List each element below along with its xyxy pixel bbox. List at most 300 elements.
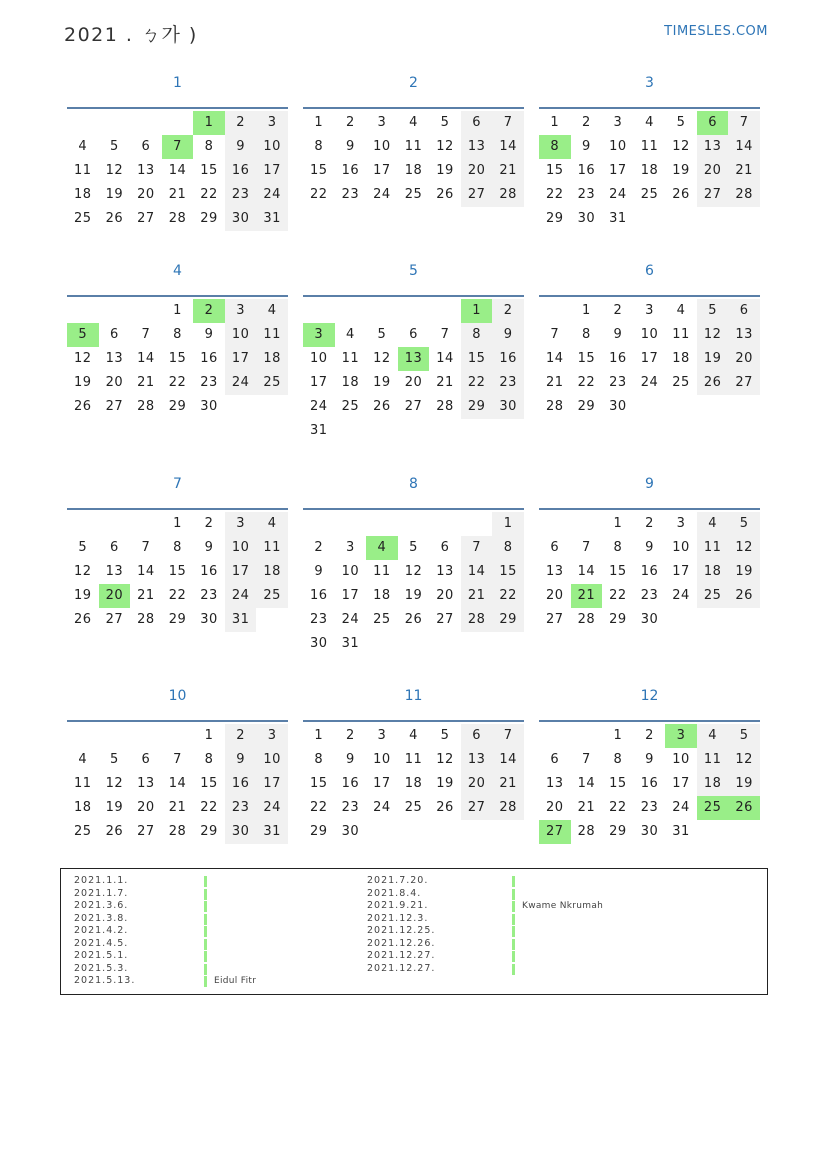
empty-day-cell <box>634 207 666 231</box>
day-cell: 25 <box>672 375 690 390</box>
month-name: 7 <box>173 476 182 492</box>
day-cell: 18 <box>256 347 288 371</box>
day-cell: 15 <box>168 351 187 366</box>
day-cell: 20 <box>697 159 729 183</box>
day-cell: 1 <box>173 303 182 318</box>
legend-entry <box>74 950 374 963</box>
day-cell: 4 <box>256 512 288 536</box>
legend-holiday-marker <box>204 939 207 950</box>
day-cell: 19 <box>697 347 729 371</box>
legend-entry <box>367 938 667 951</box>
empty-day-cell <box>67 111 99 135</box>
day-cell: 9 <box>645 752 654 767</box>
day-cell: 7 <box>141 540 151 555</box>
week-row <box>303 419 524 443</box>
day-cell: 10 <box>256 748 288 772</box>
legend-entry <box>74 888 374 901</box>
day-cell: 1 <box>461 299 493 323</box>
week-row <box>303 323 524 347</box>
empty-day-cell <box>492 820 524 844</box>
day-cell: 1 <box>193 111 225 135</box>
day-cell: 11 <box>256 536 288 560</box>
day-cell: 29 <box>310 824 328 839</box>
day-cell: 31 <box>609 211 627 226</box>
week-row <box>539 347 760 371</box>
month-name: 2 <box>409 75 418 91</box>
week-row <box>67 159 288 183</box>
day-cell: 4 <box>645 115 654 130</box>
month-divider <box>539 107 760 109</box>
empty-day-cell <box>398 419 430 443</box>
day-cell: 26 <box>404 612 423 627</box>
day-cell: 17 <box>609 163 627 178</box>
day-cell: 16 <box>200 351 218 366</box>
legend-date: 2021.5.13. <box>74 975 136 986</box>
day-cell: 11 <box>373 564 391 579</box>
week-row <box>303 512 524 536</box>
legend-date: 2021.12.27. <box>367 962 436 974</box>
empty-day-cell <box>728 395 760 419</box>
day-cell: 12 <box>728 748 760 772</box>
week-row <box>303 183 524 207</box>
day-cell: 22 <box>168 375 187 390</box>
day-cell: 18 <box>373 588 391 603</box>
day-cell: 2 <box>193 299 225 323</box>
day-cell: 17 <box>310 375 328 390</box>
empty-day-cell <box>697 608 729 632</box>
day-cell: 4 <box>256 299 288 323</box>
legend-entry <box>74 900 374 913</box>
day-cell: 4 <box>409 728 418 743</box>
legend-holiday-marker <box>512 876 515 887</box>
day-cell: 26 <box>728 584 760 608</box>
month-name: 1 <box>173 75 182 91</box>
day-cell: 13 <box>461 748 493 772</box>
day-cell: 17 <box>672 776 690 791</box>
month-divider <box>539 720 760 722</box>
empty-day-cell <box>398 632 430 656</box>
month-block <box>539 262 760 475</box>
day-cell: 21 <box>492 159 524 183</box>
month-block <box>303 475 524 687</box>
empty-day-cell <box>539 724 571 748</box>
day-cell: 26 <box>728 796 760 820</box>
day-cell: 30 <box>577 211 596 226</box>
legend-holiday-marker <box>204 926 207 937</box>
empty-day-cell <box>398 299 430 323</box>
day-cell: 13 <box>105 564 124 579</box>
day-cell: 14 <box>577 776 596 791</box>
day-cell: 12 <box>105 776 124 791</box>
empty-day-cell <box>67 512 99 536</box>
day-cell: 7 <box>492 111 524 135</box>
day-cell: 7 <box>550 327 560 342</box>
day-cell: 10 <box>373 139 391 154</box>
day-cell: 14 <box>137 564 155 579</box>
day-cell: 18 <box>74 800 92 815</box>
day-cell: 5 <box>377 327 387 342</box>
day-cell: 28 <box>577 824 596 839</box>
day-cell: 6 <box>409 327 418 342</box>
day-cell: 25 <box>373 612 391 627</box>
day-cell: 24 <box>672 800 690 815</box>
day-cell: 25 <box>640 187 659 202</box>
day-cell: 2 <box>581 115 591 130</box>
empty-day-cell <box>539 512 571 536</box>
year-calendar <box>67 74 760 867</box>
day-cell: 30 <box>225 820 257 844</box>
day-cell: 5 <box>67 323 99 347</box>
day-cell: 27 <box>546 612 564 627</box>
day-cell: 16 <box>577 163 596 178</box>
day-cell: 2 <box>204 516 214 531</box>
page-title: 2021 . ㄅ가 ) <box>64 24 198 46</box>
month-name: 12 <box>640 688 659 704</box>
day-cell: 8 <box>461 323 493 347</box>
day-cell: 19 <box>105 800 124 815</box>
day-cell: 11 <box>404 139 423 154</box>
week-row <box>67 748 288 772</box>
legend-holiday-marker <box>512 951 515 962</box>
day-cell: 31 <box>341 636 360 651</box>
day-cell: 16 <box>492 347 524 371</box>
empty-day-cell <box>130 299 162 323</box>
day-cell: 8 <box>314 752 324 767</box>
week-row <box>67 395 288 419</box>
day-cell: 3 <box>225 299 257 323</box>
day-cell: 19 <box>74 588 92 603</box>
day-cell: 2 <box>645 516 654 531</box>
day-cell: 16 <box>310 588 328 603</box>
month-divider <box>67 508 288 510</box>
day-cell: 13 <box>546 564 564 579</box>
month-row <box>67 262 760 475</box>
day-cell: 29 <box>200 824 218 839</box>
empty-day-cell <box>366 632 398 656</box>
week-row <box>303 748 524 772</box>
empty-day-cell <box>429 820 461 844</box>
legend-entry <box>74 875 374 888</box>
day-cell: 24 <box>672 588 690 603</box>
week-row <box>303 135 524 159</box>
legend-holiday-name: Kwame Nkrumah <box>522 901 604 911</box>
day-cell: 12 <box>105 163 124 178</box>
empty-day-cell <box>162 724 194 748</box>
week-row <box>303 772 524 796</box>
day-cell: 31 <box>225 608 257 632</box>
day-cell: 26 <box>697 371 729 395</box>
day-cell: 21 <box>492 772 524 796</box>
day-cell: 20 <box>404 375 423 390</box>
day-cell: 9 <box>225 748 257 772</box>
day-cell: 23 <box>200 375 218 390</box>
month-divider <box>303 720 524 722</box>
day-cell: 22 <box>310 800 328 815</box>
day-cell: 9 <box>613 327 623 342</box>
day-cell: 3 <box>377 728 387 743</box>
legend-holiday-marker <box>512 964 515 975</box>
week-row <box>303 560 524 584</box>
day-cell: 22 <box>546 187 564 202</box>
legend-date: 2021.1.1. <box>74 875 129 886</box>
day-cell: 11 <box>697 536 729 560</box>
day-cell: 10 <box>341 564 360 579</box>
week-row <box>539 159 760 183</box>
month-row <box>67 687 760 867</box>
day-cell: 14 <box>577 564 596 579</box>
day-cell: 8 <box>204 139 214 154</box>
week-row <box>67 560 288 584</box>
day-cell: 30 <box>200 612 218 627</box>
day-cell: 27 <box>137 824 155 839</box>
day-cell: 29 <box>609 612 627 627</box>
day-cell: 26 <box>672 187 690 202</box>
day-cell: 1 <box>613 728 623 743</box>
day-cell: 11 <box>672 327 690 342</box>
day-cell: 6 <box>697 111 729 135</box>
day-cell: 25 <box>341 399 360 414</box>
day-cell: 21 <box>546 375 564 390</box>
empty-day-cell <box>539 299 571 323</box>
day-cell: 27 <box>728 371 760 395</box>
day-cell: 19 <box>436 163 454 178</box>
day-cell: 15 <box>310 163 328 178</box>
month-block <box>67 687 288 867</box>
empty-day-cell <box>492 632 524 656</box>
day-cell: 24 <box>640 375 659 390</box>
legend-date: 2021.12.25. <box>367 925 436 936</box>
day-cell: 25 <box>256 371 288 395</box>
week-row <box>539 748 760 772</box>
day-cell: 29 <box>168 399 187 414</box>
week-row <box>539 820 760 844</box>
day-cell: 5 <box>78 540 88 555</box>
day-cell: 18 <box>697 772 729 796</box>
empty-day-cell <box>429 632 461 656</box>
day-cell: 16 <box>341 163 360 178</box>
day-cell: 4 <box>78 139 88 154</box>
day-cell: 13 <box>137 163 155 178</box>
week-row <box>303 111 524 135</box>
day-cell: 15 <box>461 347 493 371</box>
day-cell: 12 <box>74 564 92 579</box>
day-cell: 23 <box>492 371 524 395</box>
empty-day-cell <box>697 820 729 844</box>
empty-day-cell <box>398 820 430 844</box>
day-cell: 8 <box>613 540 623 555</box>
day-cell: 14 <box>546 351 564 366</box>
legend-holiday-name: Eidul Fitr <box>214 976 257 986</box>
day-cell: 21 <box>168 800 187 815</box>
day-cell: 1 <box>314 115 324 130</box>
empty-day-cell <box>67 724 99 748</box>
day-cell: 19 <box>728 560 760 584</box>
day-cell: 20 <box>461 772 493 796</box>
week-row <box>67 323 288 347</box>
day-cell: 11 <box>640 139 659 154</box>
day-cell: 1 <box>550 115 560 130</box>
day-cell: 11 <box>341 351 360 366</box>
day-cell: 5 <box>109 139 119 154</box>
day-cell: 7 <box>728 111 760 135</box>
day-cell: 28 <box>436 399 454 414</box>
empty-day-cell <box>728 608 760 632</box>
month-block <box>67 475 288 687</box>
empty-day-cell <box>571 724 603 748</box>
site-logo[interactable]: TIMESLES.COM <box>664 24 768 39</box>
month-divider <box>539 295 760 297</box>
day-cell: 8 <box>204 752 214 767</box>
empty-day-cell <box>335 512 367 536</box>
day-cell: 21 <box>571 584 603 608</box>
day-cell: 25 <box>404 187 423 202</box>
day-cell: 9 <box>225 135 257 159</box>
day-cell: 23 <box>200 588 218 603</box>
day-cell: 12 <box>373 351 391 366</box>
day-cell: 26 <box>105 211 124 226</box>
legend-holiday-marker <box>204 901 207 912</box>
day-cell: 13 <box>137 776 155 791</box>
day-cell: 8 <box>613 752 623 767</box>
day-cell: 6 <box>550 752 560 767</box>
day-cell: 21 <box>577 800 596 815</box>
day-cell: 22 <box>492 584 524 608</box>
day-cell: 10 <box>256 135 288 159</box>
day-cell: 12 <box>74 351 92 366</box>
day-cell: 24 <box>373 187 391 202</box>
day-cell: 20 <box>99 584 131 608</box>
empty-day-cell <box>303 299 335 323</box>
day-cell: 3 <box>377 115 387 130</box>
day-cell: 20 <box>461 159 493 183</box>
day-cell: 4 <box>409 115 418 130</box>
day-cell: 12 <box>436 752 454 767</box>
day-cell: 24 <box>373 800 391 815</box>
empty-day-cell <box>303 512 335 536</box>
legend-entry <box>74 925 374 938</box>
day-cell: 24 <box>256 796 288 820</box>
day-cell: 3 <box>345 540 355 555</box>
legend-date: 2021.12.27. <box>367 950 436 961</box>
empty-day-cell <box>162 111 194 135</box>
day-cell: 9 <box>314 564 324 579</box>
day-cell: 30 <box>609 399 627 414</box>
day-cell: 24 <box>225 584 257 608</box>
month-row <box>67 475 760 687</box>
empty-day-cell <box>366 512 398 536</box>
day-cell: 15 <box>200 163 218 178</box>
day-cell: 28 <box>137 612 155 627</box>
empty-day-cell <box>366 299 398 323</box>
day-cell: 20 <box>546 800 564 815</box>
day-cell: 25 <box>404 800 423 815</box>
day-cell: 2 <box>225 724 257 748</box>
day-cell: 27 <box>461 183 493 207</box>
day-cell: 19 <box>74 375 92 390</box>
day-cell: 28 <box>492 183 524 207</box>
week-row <box>539 207 760 231</box>
day-cell: 23 <box>341 800 360 815</box>
day-cell: 21 <box>436 375 454 390</box>
legend-holiday-marker <box>204 964 207 975</box>
day-cell: 30 <box>492 395 524 419</box>
day-cell: 14 <box>461 560 493 584</box>
legend-date: 2021.1.7. <box>74 887 129 899</box>
day-cell: 17 <box>225 347 257 371</box>
day-cell: 25 <box>697 796 729 820</box>
day-cell: 3 <box>613 115 623 130</box>
empty-day-cell <box>225 395 257 419</box>
empty-day-cell <box>665 207 697 231</box>
day-cell: 30 <box>341 824 360 839</box>
empty-day-cell <box>697 207 729 231</box>
day-cell: 1 <box>173 516 182 531</box>
day-cell: 27 <box>436 612 454 627</box>
day-cell: 13 <box>546 776 564 791</box>
day-cell: 12 <box>672 139 690 154</box>
day-cell: 15 <box>310 776 328 791</box>
day-cell: 14 <box>492 135 524 159</box>
week-row <box>67 347 288 371</box>
week-row <box>67 111 288 135</box>
month-divider <box>303 295 524 297</box>
day-cell: 23 <box>225 183 257 207</box>
week-row <box>539 536 760 560</box>
day-cell: 8 <box>581 327 591 342</box>
day-cell: 14 <box>168 776 187 791</box>
empty-day-cell <box>130 512 162 536</box>
day-cell: 7 <box>492 724 524 748</box>
day-cell: 17 <box>640 351 659 366</box>
day-cell: 17 <box>341 588 360 603</box>
day-cell: 17 <box>373 163 391 178</box>
day-cell: 20 <box>436 588 454 603</box>
day-cell: 18 <box>404 776 423 791</box>
day-cell: 27 <box>461 796 493 820</box>
day-cell: 20 <box>137 800 155 815</box>
day-cell: 18 <box>672 351 690 366</box>
week-row <box>303 371 524 395</box>
day-cell: 17 <box>256 772 288 796</box>
day-cell: 10 <box>672 540 690 555</box>
legend-entry <box>74 938 374 951</box>
week-row <box>67 183 288 207</box>
day-cell: 9 <box>492 323 524 347</box>
week-row <box>67 536 288 560</box>
day-cell: 6 <box>550 540 560 555</box>
legend-holiday-marker <box>204 951 207 962</box>
week-row <box>67 299 288 323</box>
day-cell: 18 <box>697 560 729 584</box>
day-cell: 7 <box>173 752 182 767</box>
day-cell: 6 <box>109 540 119 555</box>
month-block <box>303 262 524 475</box>
day-cell: 17 <box>256 159 288 183</box>
week-row <box>539 608 760 632</box>
legend-holiday-marker <box>204 889 207 900</box>
day-cell: 1 <box>204 728 214 743</box>
day-cell: 28 <box>546 399 564 414</box>
month-block <box>539 475 760 687</box>
month-block <box>67 74 288 262</box>
day-cell: 22 <box>461 371 493 395</box>
day-cell: 9 <box>204 327 214 342</box>
day-cell: 24 <box>225 371 257 395</box>
day-cell: 18 <box>256 560 288 584</box>
day-cell: 15 <box>577 351 596 366</box>
day-cell: 16 <box>225 159 257 183</box>
week-row <box>539 560 760 584</box>
